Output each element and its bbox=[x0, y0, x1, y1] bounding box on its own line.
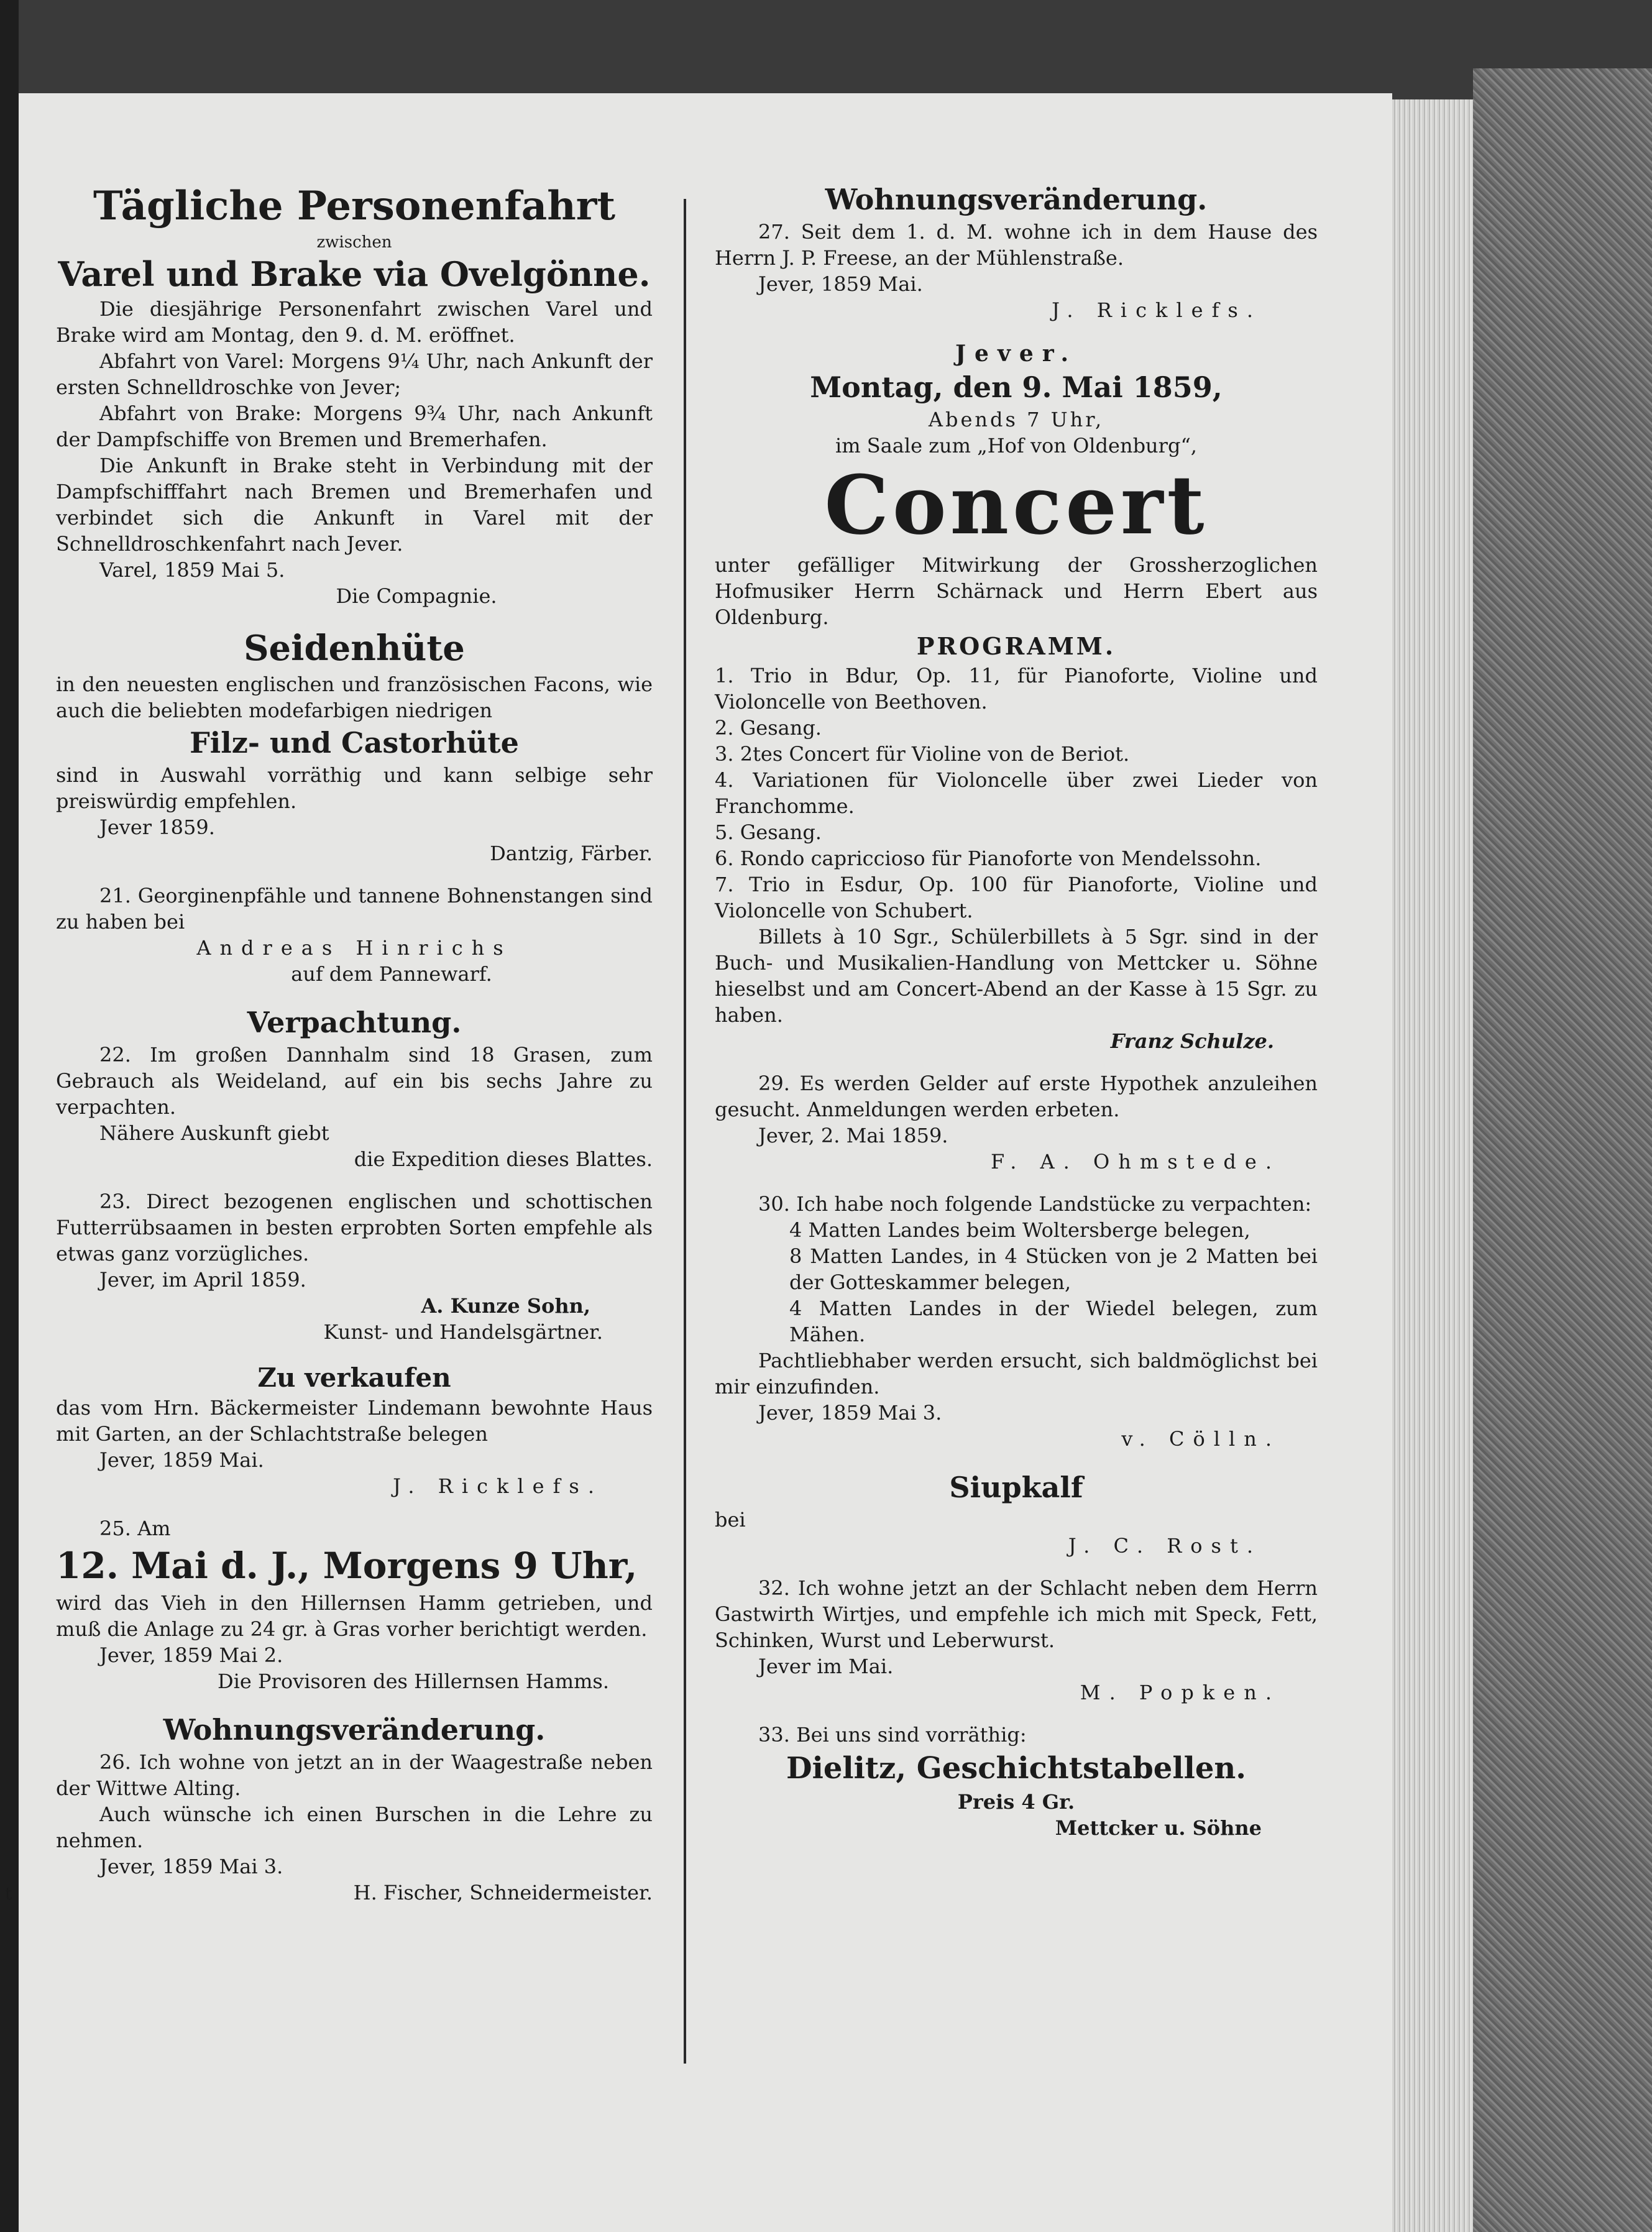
ad-text: Abfahrt von Brake: Morgens 9¾ Uhr, nach Ankunft der Dampfschiffe von Bremen und Bremerhafen. bbox=[56, 402, 653, 451]
ad-text: 27. Seit dem 1. d. M. wohne ich in dem Hause des Herrn J. P. Freese, an der Mühlenstraße. bbox=[715, 220, 1318, 270]
ad-signature-place: auf dem Pannewarf. bbox=[291, 962, 492, 986]
ad-price: Preis 4 Gr. bbox=[957, 1790, 1075, 1814]
ad-text: 21. Georginenpfähle und tannene Bohnenstangen sind zu haben bei bbox=[56, 884, 653, 934]
ad-title: Dielitz, Geschichtstabellen. bbox=[786, 1751, 1246, 1786]
ad-hillernsen-hamm bbox=[56, 1515, 653, 1694]
ad-signature: Franz Schulze. bbox=[1110, 1029, 1274, 1053]
ad-signature: H. Fischer, Schneidermeister. bbox=[353, 1881, 653, 1904]
ad-title: Verpachtung. bbox=[247, 1006, 462, 1039]
book-cover bbox=[1473, 68, 1652, 2232]
ad-text: 30. Ich habe noch folgende Landstücke zu verpachten: bbox=[758, 1192, 1312, 1216]
ad-hypothek bbox=[715, 1070, 1318, 1175]
ad-zu-verkaufen bbox=[56, 1361, 653, 1499]
ad-date: Jever, 1859 Mai 3. bbox=[99, 1855, 283, 1878]
ad-bohnenstangen bbox=[56, 883, 653, 987]
concert-date: Montag, den 9. Mai 1859, bbox=[810, 370, 1223, 404]
page-edges bbox=[1392, 99, 1473, 2232]
ad-text: Die diesjährige Personenfahrt zwischen Varel und Brake wird am Montag, den 9. d. M. eröffnet. bbox=[56, 297, 653, 347]
ad-personenfahrt bbox=[56, 180, 653, 609]
ad-signature: J. C. Rost. bbox=[1068, 1534, 1262, 1558]
program-item: 5. Gesang. bbox=[715, 820, 822, 844]
program-item: 2. Gesang. bbox=[715, 716, 822, 740]
program-item: 3. 2tes Concert für Violine von de Beriot. bbox=[715, 742, 1130, 766]
ad-text: Abfahrt von Varel: Morgens 9¼ Uhr, nach Ankunft der ersten Schnelldroschke von Jever; bbox=[56, 349, 653, 399]
ad-title: Seidenhüte bbox=[244, 628, 465, 669]
ad-signature-role: Kunst- und Handelsgärtner. bbox=[323, 1320, 603, 1344]
ad-text: 22. Im großen Dannhalm sind 18 Grasen, zum Gebrauch als Weideland, auf ein bis sechs Jahre zu verpachten. bbox=[56, 1043, 653, 1119]
concert-time: Abends 7 Uhr, bbox=[928, 408, 1104, 431]
right-column bbox=[715, 180, 1318, 1857]
ad-title: Wohnungsveränderung. bbox=[163, 1713, 546, 1747]
ad-text: sind in Auswahl vorräthig und kann selbige sehr preiswürdig empfehlen. bbox=[56, 763, 653, 813]
ad-signature: M. Popken. bbox=[1080, 1681, 1280, 1704]
ad-text: 26. Ich wohne von jetzt an in der Waagestraße neben der Wittwe Alting. bbox=[56, 1750, 653, 1800]
ad-date: Jever, 1859 Mai. bbox=[99, 1448, 264, 1472]
ad-date: Jever, 1859 Mai. bbox=[758, 272, 923, 296]
ad-subtitle: zwischen bbox=[316, 233, 392, 252]
ad-signature: J. Ricklefs. bbox=[1052, 298, 1262, 322]
ad-concert bbox=[715, 339, 1318, 1054]
program-item: 6. Rondo capriccioso für Pianoforte von Mendelssohn. bbox=[715, 847, 1262, 870]
ad-text: 32. Ich wohne jetzt an der Schlacht neben dem Herrn Gastwirth Wirtjes, und empfehle ich mich mit Speck, Fett, Schinken, Wurst und Leberwurst. bbox=[715, 1576, 1318, 1652]
program-list bbox=[715, 663, 1318, 924]
ad-date: Jever 1859. bbox=[99, 815, 215, 839]
program-item: 7. Trio in Esdur, Op. 100 für Pianoforte, Violine und Violoncelle von Schubert. bbox=[715, 873, 1318, 922]
concert-text: unter gefälliger Mitwirkung der Grossherzoglichen Hofmusiker Herrn Schärnack und Herrn Ebert aus Oldenburg. bbox=[715, 553, 1318, 629]
ad-signature: Mettcker u. Söhne bbox=[1055, 1816, 1262, 1840]
ad-text: Auch wünsche ich einen Burschen in die Lehre zu nehmen. bbox=[56, 1803, 653, 1852]
ad-text: Nähere Auskunft giebt bbox=[99, 1121, 329, 1145]
ad-signature: Die Compagnie. bbox=[336, 584, 497, 608]
ad-text: 33. Bei uns sind vorräthig: bbox=[758, 1723, 1027, 1747]
ad-title: Zu verkaufen bbox=[257, 1362, 451, 1393]
ad-date: Jever, 2. Mai 1859. bbox=[758, 1124, 948, 1147]
ad-geschichtstabellen bbox=[715, 1722, 1318, 1841]
program-item: 4. Variationen für Violoncelle über zwei Lieder von Franchomme. bbox=[715, 768, 1318, 818]
ad-text: Die Ankunft in Brake steht in Verbindung mit der Dampfschifffahrt nach Bremen und Bremerhafen und verbindet sich die Ankunft in Varel mit der Schnelldroschkenfahrt nach Jever. bbox=[56, 454, 653, 556]
ad-text: Pachtliebhaber werden ersucht, sich baldmöglichst bei mir einzufinden. bbox=[715, 1349, 1318, 1398]
ad-signature: Dantzig, Färber. bbox=[490, 842, 653, 865]
ad-signature: A. Kunze Sohn, bbox=[421, 1294, 590, 1318]
ad-signature: v. Cölln. bbox=[1121, 1427, 1280, 1451]
ad-futterruebsaamen bbox=[56, 1188, 653, 1345]
ad-route: Varel und Brake via Ovelgönne. bbox=[58, 254, 651, 294]
ad-popken bbox=[715, 1575, 1318, 1706]
ad-title: Wohnungsveränderung. bbox=[825, 183, 1208, 216]
ad-siupkalf bbox=[715, 1468, 1318, 1559]
ad-title: Filz- und Castorhüte bbox=[190, 726, 519, 760]
ad-signature: J. Ricklefs. bbox=[393, 1474, 603, 1498]
ad-verpachtung bbox=[56, 1003, 653, 1172]
ad-date: Varel, 1859 Mai 5. bbox=[99, 558, 285, 582]
ad-title: Siupkalf bbox=[949, 1471, 1083, 1504]
concert-place: Jever. bbox=[955, 341, 1077, 367]
ad-signature: die Expedition dieses Blattes. bbox=[354, 1147, 653, 1171]
concert-venue: im Saale zum „Hof von Oldenburg“, bbox=[835, 434, 1197, 457]
ad-text: 23. Direct bezogenen englischen und schottischen Futterrübsaamen in besten erprobten Sorten empfehle als etwas ganz vorzügliches. bbox=[56, 1190, 653, 1265]
ad-date: Jever, 1859 Mai 3. bbox=[758, 1401, 942, 1425]
ad-text: in den neuesten englischen und französischen Facons, wie auch die beliebten modefarbigen niedrigen bbox=[56, 673, 653, 722]
ad-headline: 12. Mai d. J., Morgens 9 Uhr, bbox=[56, 1545, 638, 1587]
ad-seidenhuete bbox=[56, 625, 653, 866]
concert-title: Concert bbox=[824, 457, 1208, 553]
ad-text: das vom Hrn. Bäckermeister Lindemann bewohnte Haus mit Garten, an der Schlachtstraße belegen bbox=[56, 1396, 653, 1446]
program-title: PROGRAMM. bbox=[916, 632, 1116, 660]
program-item: 1. Trio in Bdur, Op. 11, für Pianoforte, Violine und Violoncelle von Beethoven. bbox=[715, 664, 1318, 714]
ad-signature: F. A. Ohmstede. bbox=[990, 1150, 1280, 1173]
land-item: 8 Matten Landes, in 4 Stücken von je 2 Matten bei der Gotteskammer belegen, bbox=[789, 1244, 1318, 1294]
ad-landstuecke bbox=[715, 1191, 1318, 1452]
concert-tickets: Billets à 10 Sgr., Schülerbillets à 5 Sgr. sind in der Buch- und Musikalien-Handlung von Mettcker u. Söhne hieselbst und am Concert-Abend an der Kasse à 15 Sgr. zu haben. bbox=[715, 925, 1318, 1027]
ad-text: bei bbox=[715, 1508, 746, 1532]
ad-date: Jever im Mai. bbox=[758, 1655, 894, 1678]
ad-signature: Andreas Hinrichs bbox=[196, 936, 512, 960]
ad-text: wird das Vieh in den Hillernsen Hamm getrieben, und muß die Anlage zu 24 gr. à Gras vorher berichtigt werden. bbox=[56, 1591, 653, 1641]
margin-mark: t bbox=[5, 1883, 12, 1904]
land-item: 4 Matten Landes beim Woltersberge belegen, bbox=[789, 1218, 1250, 1242]
left-column bbox=[56, 180, 653, 1922]
ad-wohnungsveraenderung-ricklefs bbox=[715, 180, 1318, 323]
ad-text: 25. Am bbox=[99, 1517, 171, 1540]
land-item: 4 Matten Landes in der Wiedel belegen, zum Mähen. bbox=[789, 1297, 1318, 1346]
column-rule bbox=[684, 199, 686, 2064]
ad-date: Jever, im April 1859. bbox=[99, 1268, 306, 1292]
ad-title: Tägliche Personenfahrt bbox=[93, 183, 616, 229]
ad-wohnungsveraenderung-fischer bbox=[56, 1711, 653, 1906]
ad-signature: Die Provisoren des Hillernsen Hamms. bbox=[218, 1669, 609, 1693]
ad-date: Jever, 1859 Mai 2. bbox=[99, 1643, 283, 1667]
ad-text: 29. Es werden Gelder auf erste Hypothek anzuleihen gesucht. Anmeldungen werden erbeten. bbox=[715, 1072, 1318, 1121]
